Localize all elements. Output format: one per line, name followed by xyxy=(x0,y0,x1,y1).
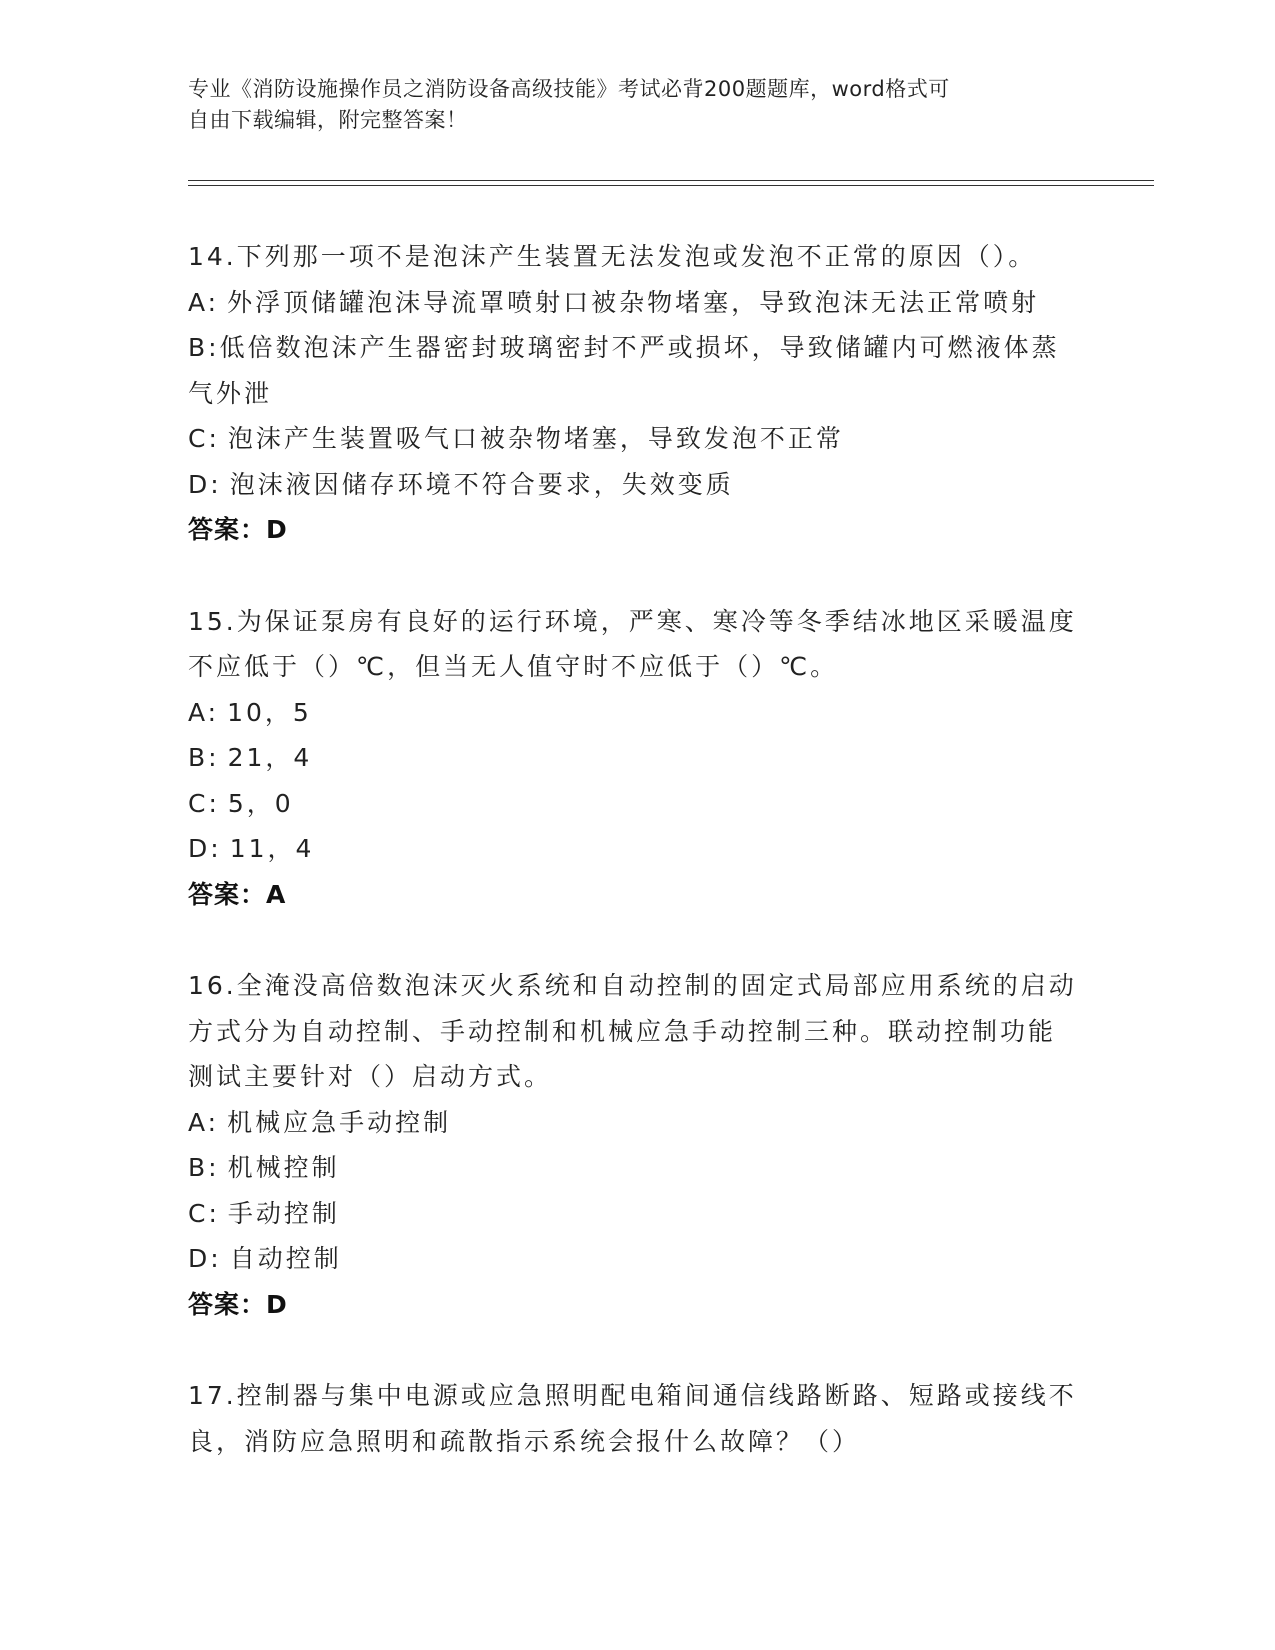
option-letter: D: xyxy=(188,1244,222,1273)
option-letter: C: xyxy=(188,788,220,818)
option-text: 低倍数泡沫产生器密封玻璃密封不严或损坏，导致储罐内可燃液体蒸气外泄 xyxy=(188,333,1060,408)
question-17 xyxy=(188,1373,1078,1464)
option-d xyxy=(188,1236,1078,1282)
option-text: 手动控制 xyxy=(227,1198,340,1228)
option-c xyxy=(188,781,1078,827)
option-text: 机械应急手动控制 xyxy=(227,1107,452,1137)
option-text: 自动控制 xyxy=(229,1244,342,1273)
header-title-line-1: 专业《消防设施操作员之消防设备高级技能》考试必背200题题库，word格式可 xyxy=(188,77,950,101)
option-b xyxy=(188,325,1078,416)
header-divider-bottom xyxy=(188,185,1154,186)
option-letter: D: xyxy=(188,834,222,863)
option-c xyxy=(188,1191,1078,1237)
question-stem: 14.下列那一项不是泡沫产生装置无法发泡或发泡不正常的原因（）。 xyxy=(188,242,1037,271)
option-letter: B: xyxy=(188,1153,220,1182)
option-letter: A: xyxy=(188,287,220,317)
question-stem: 16.全淹没高倍数泡沫灭火系统和自动控制的固定式局部应用系统的启动方式分为自动控制、手动控制和机械应急手动控制三种。联动控制功能测试主要针对（）启动方式。 xyxy=(188,971,1077,1091)
header-divider-top xyxy=(188,180,1154,181)
option-text: 5，0 xyxy=(227,788,294,818)
question-stem: 17.控制器与集中电源或应急照明配电箱间通信线路断路、短路或接线不良，消防应急照明和疏散指示系统会报什么故障？（） xyxy=(188,1381,1077,1456)
option-letter: A: xyxy=(188,697,220,727)
question-14 xyxy=(188,234,1078,553)
option-letter: B: xyxy=(188,333,220,362)
option-a xyxy=(188,280,1078,326)
option-letter: C: xyxy=(188,424,220,453)
option-b xyxy=(188,1145,1078,1191)
option-c xyxy=(188,416,1078,462)
header-title-line-2: 自由下载编辑，附完整答案！ xyxy=(188,108,468,132)
option-text: 21，4 xyxy=(227,743,313,772)
option-text: 机械控制 xyxy=(227,1153,340,1182)
option-text: 10，5 xyxy=(227,697,312,727)
option-letter: A: xyxy=(188,1107,220,1137)
option-a xyxy=(188,1100,1078,1146)
option-text: 泡沫液因储存环境不符合要求，失效变质 xyxy=(229,469,734,499)
option-letter: D: xyxy=(188,469,222,499)
question-list xyxy=(188,234,1078,1510)
option-letter: B: xyxy=(188,743,220,772)
question-16 xyxy=(188,963,1078,1327)
answer-label: 答案：A xyxy=(188,879,287,909)
answer-label: 答案：D xyxy=(188,515,288,544)
option-letter: C: xyxy=(188,1198,220,1228)
option-a xyxy=(188,690,1078,736)
option-text: 11，4 xyxy=(229,834,315,863)
option-d xyxy=(188,462,1078,508)
option-b xyxy=(188,735,1078,781)
question-stem: 15.为保证泵房有良好的运行环境，严寒、寒冷等冬季结冰地区采暖温度不应低于（）℃，但当无人值守时不应低于（）℃。 xyxy=(188,606,1077,681)
option-text: 外浮顶储罐泡沫导流罩喷射口被杂物堵塞，导致泡沫无法正常喷射 xyxy=(227,287,1040,317)
answer-label: 答案：D xyxy=(188,1289,288,1319)
option-text: 泡沫产生装置吸气口被杂物堵塞，导致发泡不正常 xyxy=(227,424,844,453)
option-d xyxy=(188,826,1078,872)
question-15 xyxy=(188,599,1078,918)
document-header xyxy=(188,74,1068,136)
